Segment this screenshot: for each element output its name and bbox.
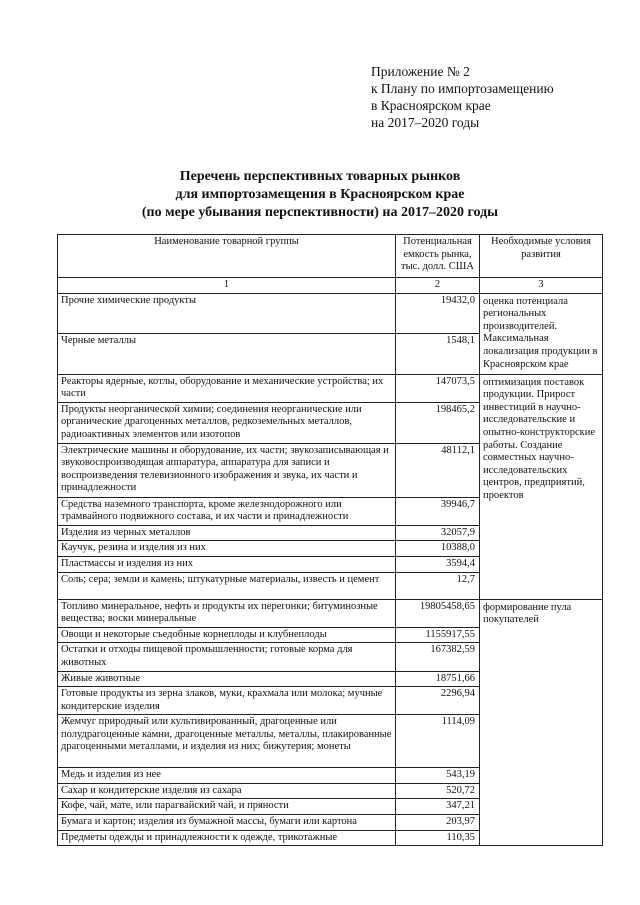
row-value: 10388,0 [396,541,480,557]
row-value: 203,97 [396,815,480,831]
appendix-line-3: в Красноярском крае [371,98,491,113]
row-value: 3594,4 [396,556,480,572]
row-name: Кофе, чай, мате, или парагвайский чай, и пряности [58,799,396,815]
row-value: 2296,94 [396,687,480,715]
title-line-3: (по мере убывания перспективности) на 2017–2020 годы [141,205,499,220]
row-name: Овощи и некоторые съедобные корнеплоды и клубнеплоды [58,627,396,643]
conditions-group-2: оптимизация поставок продукции. Прирост инвестиций в научно-исследовательские и опытно-конструкторские работы. Создание совместных научно-исследовательских центров, предприятий, проектов [480,374,603,599]
row-value: 48112,1 [396,443,480,497]
conditions-group-1: оценка потенциала региональных производителей. Максимальная локализация продукции в Красноярском крае [480,293,603,374]
row-name: Средства наземного транспорта, кроме железнодорожного или трамвайного подвижного состава, и их части и принадлежности [58,497,396,525]
appendix-line-2: к Плану по импортозамещению [371,81,554,96]
row-value: 543,19 [396,768,480,784]
conditions-group-3: формирование пула покупателей [480,599,603,846]
row-value: 32057,9 [396,525,480,541]
row-name: Топливо минеральное, нефть и продукты их перегонки; битуминозные вещества; воски минеральные [58,599,396,627]
row-value: 147073,5 [396,374,480,402]
col-number-2: 2 [396,278,480,294]
row-name: Электрические машины и оборудование, их части; звукозаписывающая и звуковоспроизводящая аппаратура, аппаратура для записи и воспроизведения телевизионного изображения и звука, их части и принадлежности [58,443,396,497]
row-name: Бумага и картон; изделия из бумажной массы, бумаги или картона [58,815,396,831]
table-row [58,374,603,402]
appendix-line-1: Приложение № 2 [371,64,470,79]
row-name: Черные металлы [58,333,396,374]
row-value: 1114,09 [396,715,480,768]
row-value: 39946,7 [396,497,480,525]
appendix-block [371,63,554,131]
row-name: Реакторы ядерные, котлы, оборудование и механические устройства; их части [58,374,396,402]
row-name: Живые животные [58,671,396,687]
row-name: Продукты неорганической химии; соединения неорганические или органические драгоценных металлов, редкоземельных металлов, радиоактивных элементов или изотопов [58,402,396,443]
row-name: Пластмассы и изделия из них [58,556,396,572]
row-value: 1155917,55 [396,627,480,643]
row-value: 167382,59 [396,643,480,671]
table-row [58,599,603,627]
header-conditions: Необходимые условия развития [480,235,603,278]
title-line-2: для импортозамещения в Красноярском крае [175,187,465,202]
row-name: Прочие химические продукты [58,293,396,333]
header-group-name: Наименование товарной группы [58,235,396,278]
markets-table [57,234,603,846]
header-market-capacity: Потенциальная емкость рынка, тыс. долл. США [396,235,480,278]
row-value: 110,35 [396,830,480,846]
row-name: Предметы одежды и принадлежности к одежде, трикотажные [58,830,396,846]
row-value: 19432,0 [396,293,480,333]
col-number-1: 1 [58,278,396,294]
row-name: Сахар и кондитерские изделия из сахара [58,783,396,799]
row-value: 1548,1 [396,333,480,374]
row-value: 12,7 [396,572,480,599]
row-name: Остатки и отходы пищевой промышленности; готовые корма для животных [58,643,396,671]
document-title [80,168,560,222]
col-number-3: 3 [480,278,603,294]
row-value: 198465,2 [396,402,480,443]
row-name: Соль; сера; земли и камень; штукатурные материалы, известь и цемент [58,572,396,599]
row-name: Жемчуг природный или культивированный, драгоценные или полудрагоценные камни, драгоценные металлы, металлы, плакированные драгоценными металлами, и изделия из них; бижутерия; монеты [58,715,396,768]
row-name: Готовые продукты из зерна злаков, муки, крахмала или молока; мучные кондитерские изделия [58,687,396,715]
row-name: Каучук, резина и изделия из них [58,541,396,557]
row-value: 520,72 [396,783,480,799]
row-value: 347,21 [396,799,480,815]
row-name: Медь и изделия из нее [58,768,396,784]
title-line-1: Перечень перспективных товарных рынков [179,169,461,184]
table-row [58,293,603,333]
appendix-line-4: на 2017–2020 годы [371,115,480,130]
row-name: Изделия из черных металлов [58,525,396,541]
row-value: 18751,66 [396,671,480,687]
row-value: 19805458,65 [396,599,480,627]
